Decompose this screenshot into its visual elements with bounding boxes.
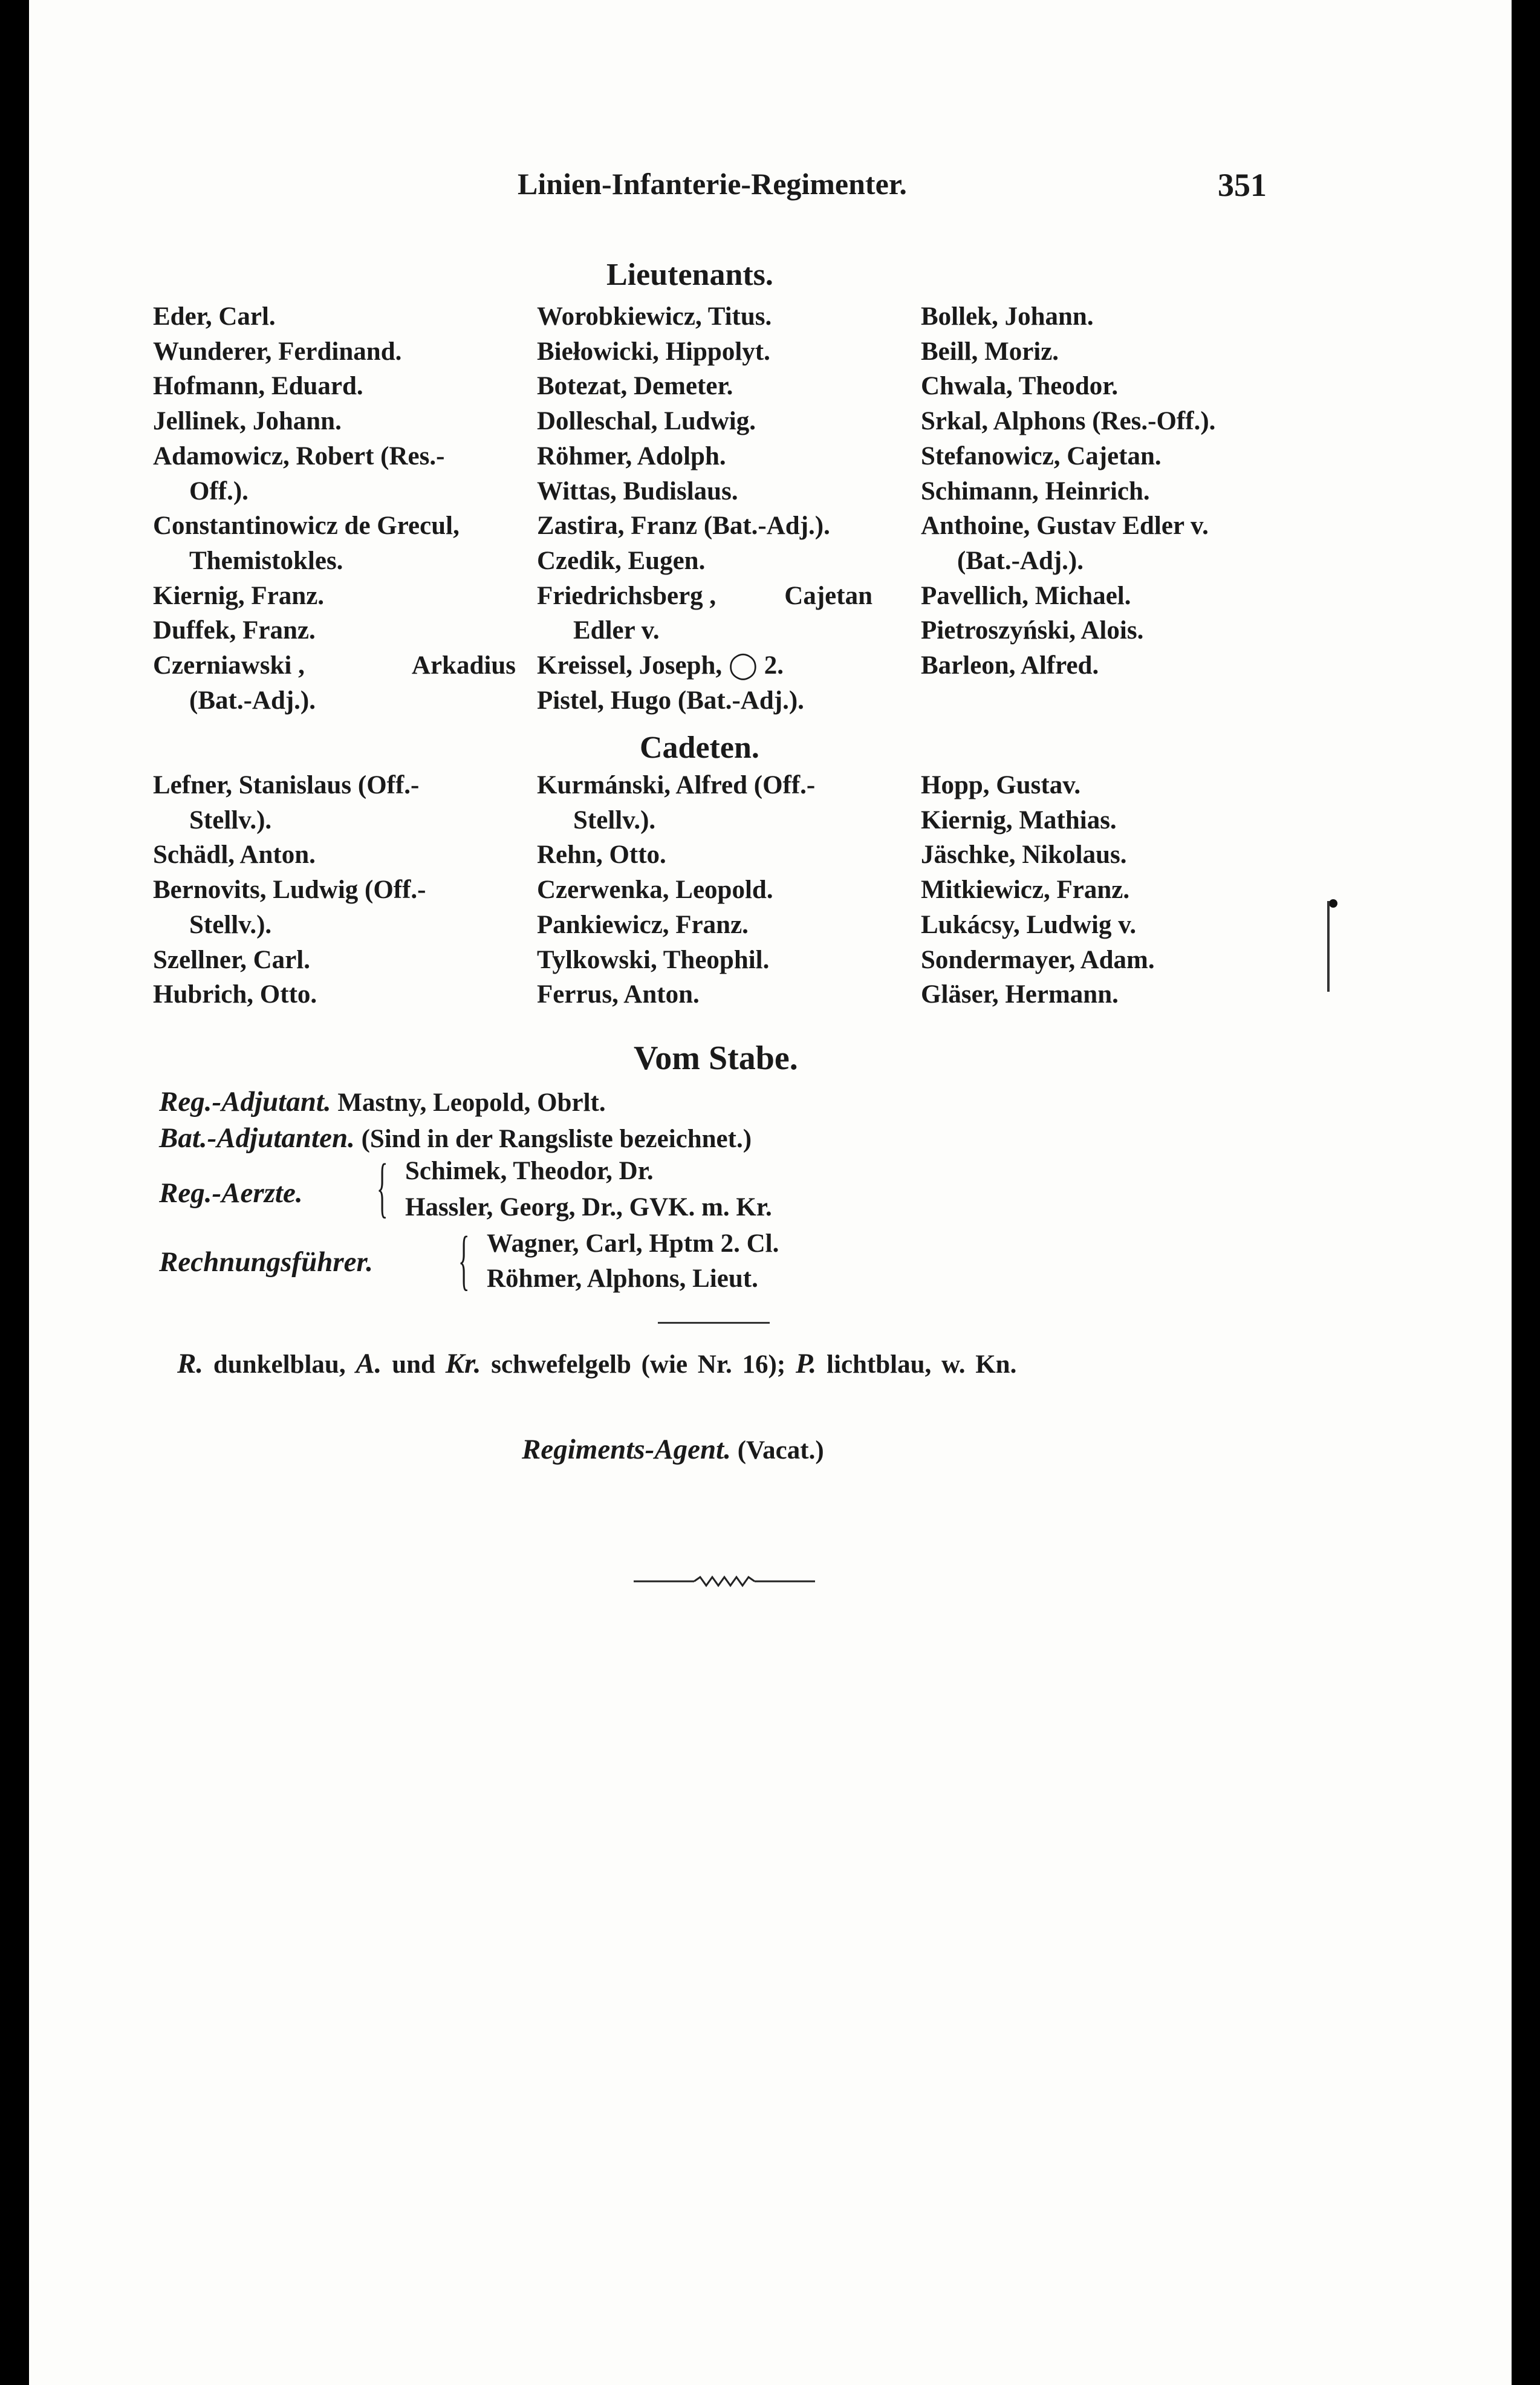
list-item: Constantinowicz de Grecul, bbox=[153, 512, 460, 541]
list-item: Hopp, Gustav. bbox=[921, 771, 1081, 799]
reg-aerzte-value-1: Schimek, Theodor, Dr. bbox=[405, 1157, 654, 1185]
list-item-continuation: Edler v. bbox=[573, 616, 660, 645]
list-item-name: Cajetan bbox=[784, 581, 872, 610]
lieutenants-column-2 bbox=[537, 299, 912, 718]
cadeten-column-3 bbox=[921, 768, 1284, 1012]
list-item: Czedik, Eugen. bbox=[537, 546, 706, 575]
list-item: Jellinek, Johann. bbox=[153, 407, 342, 436]
reg-adjutant-label: Reg.-Adjutant. bbox=[159, 1086, 331, 1118]
list-item: Anthoine, Gustav Edler v. bbox=[921, 512, 1209, 541]
list-item: Beill, Moriz. bbox=[921, 337, 1059, 366]
uniform-description bbox=[177, 1347, 1016, 1380]
lieutenants-column-3 bbox=[921, 299, 1296, 683]
list-item: Duffek, Franz. bbox=[153, 616, 316, 645]
list-item: Kiernig, Franz. bbox=[153, 581, 325, 610]
bat-adjutanten-row bbox=[159, 1122, 752, 1154]
lieutenants-column-1 bbox=[153, 299, 516, 718]
list-item bbox=[153, 648, 516, 683]
rechnungsfuehrer-label-wrap bbox=[159, 1246, 373, 1278]
list-item: Lukácsy, Ludwig v. bbox=[921, 910, 1137, 939]
list-item: Dolleschal, Ludwig. bbox=[537, 407, 756, 436]
scan-mark bbox=[1327, 901, 1330, 992]
list-item: Kiernig, Mathias. bbox=[921, 805, 1117, 835]
list-item: Schimann, Heinrich. bbox=[921, 477, 1150, 506]
section-heading-lieutenants: Lieutenants. bbox=[606, 258, 773, 292]
list-item: Srkal, Alphons (Res.-Off.). bbox=[921, 407, 1216, 436]
list-item: Pietroszyński, Alois. bbox=[921, 616, 1144, 645]
regiments-agent-value: (Vacat.) bbox=[737, 1436, 824, 1465]
list-item: Stefanowicz, Cajetan. bbox=[921, 441, 1161, 470]
list-item: Hubrich, Otto. bbox=[153, 980, 317, 1009]
list-item: Pankiewicz, Franz. bbox=[537, 910, 749, 939]
reg-aerzte-label: Reg.-Aerzte. bbox=[159, 1177, 303, 1209]
list-item: Zastira, Franz (Bat.-Adj.). bbox=[537, 512, 830, 541]
scan-spot bbox=[1329, 899, 1337, 908]
list-item: Bernovits, Ludwig (Off.- bbox=[153, 876, 426, 905]
section-heading-cadeten: Cadeten. bbox=[640, 730, 759, 765]
regiments-agent-label: Regiments-Agent. bbox=[522, 1434, 731, 1465]
list-item: Schädl, Anton. bbox=[153, 841, 316, 870]
uniform-r-label: R. bbox=[177, 1348, 204, 1379]
list-item: Chwala, Theodor. bbox=[921, 372, 1119, 401]
left-brace-icon: { bbox=[458, 1223, 470, 1297]
uniform-a-label: A. bbox=[356, 1348, 382, 1379]
list-item: Bollek, Johann. bbox=[921, 302, 1094, 331]
list-item: Kurmánski, Alfred (Off.- bbox=[537, 771, 816, 799]
left-brace-icon: { bbox=[377, 1150, 388, 1224]
list-item-name: Friedrichsberg , bbox=[537, 581, 716, 610]
uniform-kr-label: Kr. bbox=[445, 1348, 481, 1379]
list-item-continuation: Stellv.). bbox=[189, 805, 272, 835]
list-item-continuation: Off.). bbox=[189, 477, 249, 506]
divider bbox=[658, 1322, 770, 1324]
list-item: Wittas, Budislaus. bbox=[537, 477, 738, 506]
cadeten-column-1 bbox=[153, 768, 510, 1012]
page-number: 351 bbox=[1218, 167, 1267, 203]
uniform-p-label: P. bbox=[795, 1348, 817, 1379]
list-item: Hofmann, Eduard. bbox=[153, 372, 363, 401]
reg-aerzte-value-2: Hassler, Georg, Dr., GVK. m. Kr. bbox=[405, 1193, 772, 1222]
list-item: Kreissel, Joseph, ◯ 2. bbox=[537, 651, 784, 680]
list-item: Pavellich, Michael. bbox=[921, 581, 1131, 610]
list-item: Barleon, Alfred. bbox=[921, 651, 1099, 680]
rechnungsfuehrer-label: Rechnungsführer. bbox=[159, 1246, 373, 1278]
list-item: Eder, Carl. bbox=[153, 302, 276, 331]
list-item: Ferrus, Anton. bbox=[537, 980, 700, 1009]
uniform-p-text: lichtblau, w. Kn. bbox=[827, 1350, 1017, 1379]
list-item: Czerwenka, Leopold. bbox=[537, 876, 773, 905]
list-item: Adamowicz, Robert (Res.- bbox=[153, 441, 445, 470]
list-item-name: Czerniawski , bbox=[153, 651, 305, 680]
running-header: Linien-Infanterie-Regimenter. bbox=[518, 167, 907, 201]
list-item: Röhmer, Adolph. bbox=[537, 441, 726, 470]
rechnungsfuehrer-value-2: Röhmer, Alphons, Lieut. bbox=[487, 1264, 758, 1293]
list-item: Botezat, Demeter. bbox=[537, 372, 733, 401]
list-item-continuation: Stellv.). bbox=[189, 910, 272, 939]
reg-adjutant-value: Mastny, Leopold, Obrlt. bbox=[337, 1088, 606, 1117]
cadeten-column-2 bbox=[537, 768, 900, 1012]
section-heading-vom-stabe: Vom Stabe. bbox=[634, 1040, 798, 1077]
list-item: Biełowicki, Hippolyt. bbox=[537, 337, 770, 366]
ornamental-divider-icon bbox=[634, 1572, 815, 1590]
bat-adjutanten-label: Bat.-Adjutanten. bbox=[159, 1122, 355, 1154]
list-item: Sondermayer, Adam. bbox=[921, 945, 1155, 974]
list-item bbox=[537, 579, 872, 614]
rechnungsfuehrer-value-1: Wagner, Carl, Hptm 2. Cl. bbox=[487, 1229, 779, 1258]
uniform-r-text: dunkelblau, bbox=[213, 1350, 346, 1379]
reg-aerzte-label-wrap bbox=[159, 1177, 303, 1209]
list-item-name: Arkadius bbox=[411, 651, 516, 680]
list-item-continuation: (Bat.-Adj.). bbox=[957, 546, 1084, 575]
list-item: Gläser, Hermann. bbox=[921, 980, 1119, 1009]
list-item: Pistel, Hugo (Bat.-Adj.). bbox=[537, 686, 804, 715]
list-item: Wunderer, Ferdinand. bbox=[153, 337, 402, 366]
bat-adjutanten-value: (Sind in der Rangsliste bezeichnet.) bbox=[361, 1125, 752, 1153]
uniform-kr-text: schwefelgelb (wie Nr. 16); bbox=[491, 1350, 786, 1379]
regiments-agent-row bbox=[522, 1433, 824, 1466]
list-item: Lefner, Stanislaus (Off.- bbox=[153, 771, 420, 799]
uniform-und: und bbox=[392, 1350, 435, 1379]
list-item: Worobkiewicz, Titus. bbox=[537, 302, 772, 331]
list-item: Szellner, Carl. bbox=[153, 945, 310, 974]
list-item-continuation: Themistokles. bbox=[189, 546, 343, 575]
list-item-continuation: (Bat.-Adj.). bbox=[189, 686, 316, 715]
reg-adjutant-row bbox=[159, 1085, 606, 1118]
list-item: Mitkiewicz, Franz. bbox=[921, 876, 1130, 905]
list-item: Rehn, Otto. bbox=[537, 841, 666, 870]
book-page bbox=[29, 0, 1512, 2385]
list-item: Tylkowski, Theophil. bbox=[537, 945, 770, 974]
list-item-continuation: Stellv.). bbox=[573, 805, 656, 835]
list-item: Jäschke, Nikolaus. bbox=[921, 841, 1127, 870]
